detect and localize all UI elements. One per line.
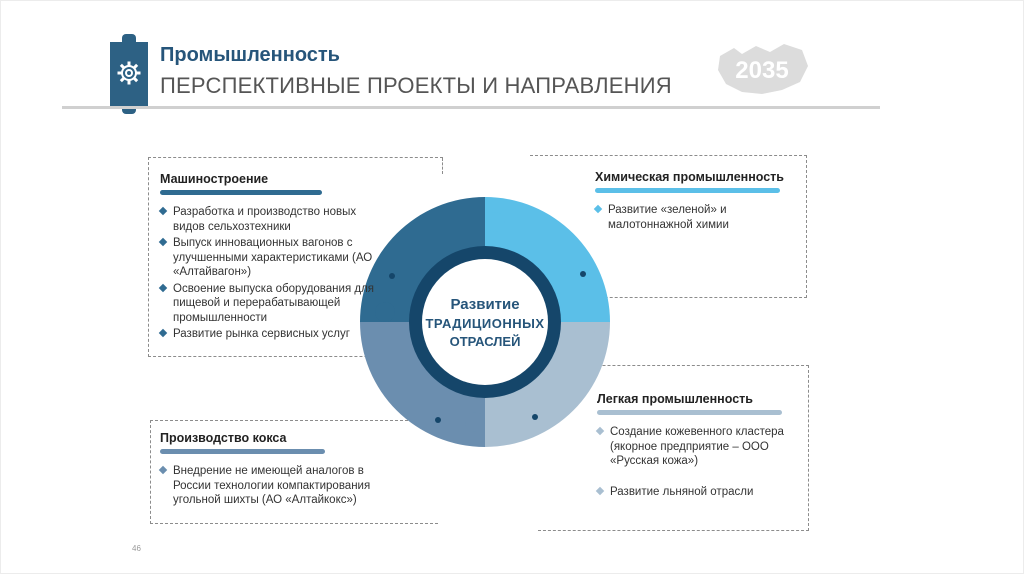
list-item: Развитие «зеленой» и малотоннажной химии: [595, 203, 800, 232]
page-title: Промышленность: [160, 44, 340, 66]
page-number: 46: [132, 544, 141, 553]
header-divider: [62, 106, 880, 109]
block-coke-title: Производство кокса: [160, 431, 287, 445]
list-item: Освоение выпуска оборудования для пищевой и перерабатывающей промышленности: [160, 282, 380, 326]
block-chem-title: Химическая промышленность: [595, 170, 784, 184]
list-item: Внедрение не имеющей аналогов в России технологии компактирования угольной шихты (АО «Алтайкокс»): [160, 464, 390, 508]
center-line3: отраслей: [449, 334, 521, 349]
block-coke-bar: [160, 449, 325, 454]
block-light-bar: [597, 410, 782, 415]
block-chem-bar: [595, 188, 780, 193]
block-chem: [595, 170, 800, 234]
list-item: Развитие льняной отрасли: [597, 485, 797, 500]
center-line1: Развитие: [450, 296, 520, 313]
block-mech-title: Машиностроение: [160, 172, 269, 186]
gear-icon: [116, 60, 142, 86]
block-coke: [160, 431, 390, 510]
list-item: Развитие рынка сервисных услуг: [160, 327, 380, 342]
center-line2: традиционных: [425, 316, 545, 331]
section-tab: [110, 42, 148, 106]
list-item: Выпуск инновационных вагонов с улучшенными характеристиками (АО «Алтайвагон»): [160, 236, 380, 280]
list-item: Разработка и производство новых видов сельхозтехники: [160, 205, 380, 234]
logo-text: 2035: [735, 57, 789, 84]
ring-diagram: [350, 185, 620, 460]
page-subtitle: ПЕРСПЕКТИВНЫЕ ПРОЕКТЫ И НАПРАВЛЕНИЯ: [160, 73, 672, 98]
block-light-title: Легкая промышленность: [597, 392, 753, 406]
block-light: [597, 392, 797, 501]
region-2035-logo: [712, 38, 812, 100]
list-item: Создание кожевенного кластера (якорное предприятие – ООО «Русская кожа»): [597, 425, 797, 469]
block-mech-bar: [160, 190, 322, 195]
block-mech: [160, 172, 380, 344]
